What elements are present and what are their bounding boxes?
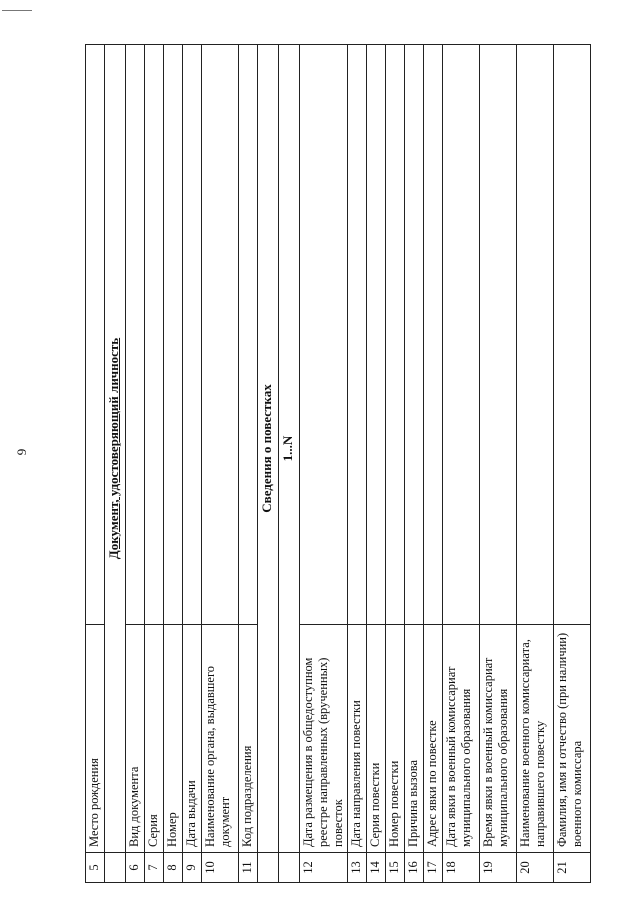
table-row — [202, 45, 239, 883]
row-number: 17 — [424, 853, 443, 883]
row-value — [145, 45, 164, 625]
table-row — [367, 45, 386, 883]
table-row — [517, 45, 554, 883]
row-number: 12 — [300, 853, 348, 883]
row-value — [405, 45, 424, 625]
row-field-name: Причина вызова — [405, 625, 424, 853]
table-row — [86, 45, 105, 883]
row-value — [443, 45, 480, 625]
table-row — [554, 45, 591, 883]
row-value — [86, 45, 105, 625]
row-number: 5 — [86, 853, 105, 883]
row-value — [164, 45, 183, 625]
row-field-name: Наименование органа, выдавшего документ — [202, 625, 239, 853]
section-header-row — [105, 45, 126, 883]
row-field-name: Фамилия, имя и отчество (при наличии) военного комиссара — [554, 625, 591, 853]
row-value — [517, 45, 554, 625]
row-field-name: Номер повестки — [386, 625, 405, 853]
row-value — [367, 45, 386, 625]
table-row — [239, 45, 258, 883]
row-value — [300, 45, 348, 625]
row-number: 11 — [239, 853, 258, 883]
row-value — [424, 45, 443, 625]
row-value — [386, 45, 405, 625]
row-number: 6 — [126, 853, 145, 883]
rotated-table-container — [85, 45, 584, 883]
data-fields-table — [85, 44, 591, 883]
table-row — [405, 45, 424, 883]
section-subheader-row — [279, 45, 300, 883]
table-row — [443, 45, 480, 883]
table-row — [300, 45, 348, 883]
row-value — [554, 45, 591, 625]
row-number: 16 — [405, 853, 424, 883]
table-row — [126, 45, 145, 883]
row-field-name: Время явки в военный комиссариат муниципального образования — [480, 625, 517, 853]
row-number: 20 — [517, 853, 554, 883]
table-row — [386, 45, 405, 883]
row-field-name: Дата выдачи — [183, 625, 202, 853]
table-row — [480, 45, 517, 883]
section-blank-cell — [105, 853, 126, 883]
row-field-name: Дата направления повестки — [348, 625, 367, 853]
row-number: 21 — [554, 853, 591, 883]
row-field-name: Серия — [145, 625, 164, 853]
row-number: 15 — [386, 853, 405, 883]
page-number: 9 — [14, 448, 29, 456]
row-field-name: Наименование военного комиссариата, направившего повестку — [517, 625, 554, 853]
row-number: 10 — [202, 853, 239, 883]
section-title-document: Документ, удостоверяющий личность — [105, 45, 126, 853]
table-row — [183, 45, 202, 883]
table-row — [424, 45, 443, 883]
table-row — [164, 45, 183, 883]
row-field-name: Адрес явки по повестке — [424, 625, 443, 853]
row-value — [202, 45, 239, 625]
row-field-name: Код подразделения — [239, 625, 258, 853]
table-row — [348, 45, 367, 883]
row-value — [239, 45, 258, 625]
row-field-name: Дата явки в военный комиссариат муниципального образования — [443, 625, 480, 853]
row-number: 18 — [443, 853, 480, 883]
row-number: 13 — [348, 853, 367, 883]
section-subtitle-range: 1...N — [279, 45, 300, 853]
row-number: 9 — [183, 853, 202, 883]
row-number: 8 — [164, 853, 183, 883]
row-number: 14 — [367, 853, 386, 883]
scan-mark — [2, 10, 32, 11]
row-field-name: Дата размещения в общедоступном реестре направленных (врученных) повесток — [300, 625, 348, 853]
section-blank-cell — [258, 853, 279, 883]
row-value — [183, 45, 202, 625]
section-header-row — [258, 45, 279, 883]
row-value — [348, 45, 367, 625]
section-blank-cell — [279, 853, 300, 883]
table-viewport — [85, 45, 584, 883]
row-field-name: Вид документа — [126, 625, 145, 853]
row-field-name: Серия повестки — [367, 625, 386, 853]
row-value — [480, 45, 517, 625]
table-row — [145, 45, 164, 883]
row-field-name: Номер — [164, 625, 183, 853]
row-number: 7 — [145, 853, 164, 883]
row-number: 19 — [480, 853, 517, 883]
section-title-summons: Сведения о повестках — [258, 45, 279, 853]
row-field-name: Место рождения — [86, 625, 105, 853]
row-value — [126, 45, 145, 625]
